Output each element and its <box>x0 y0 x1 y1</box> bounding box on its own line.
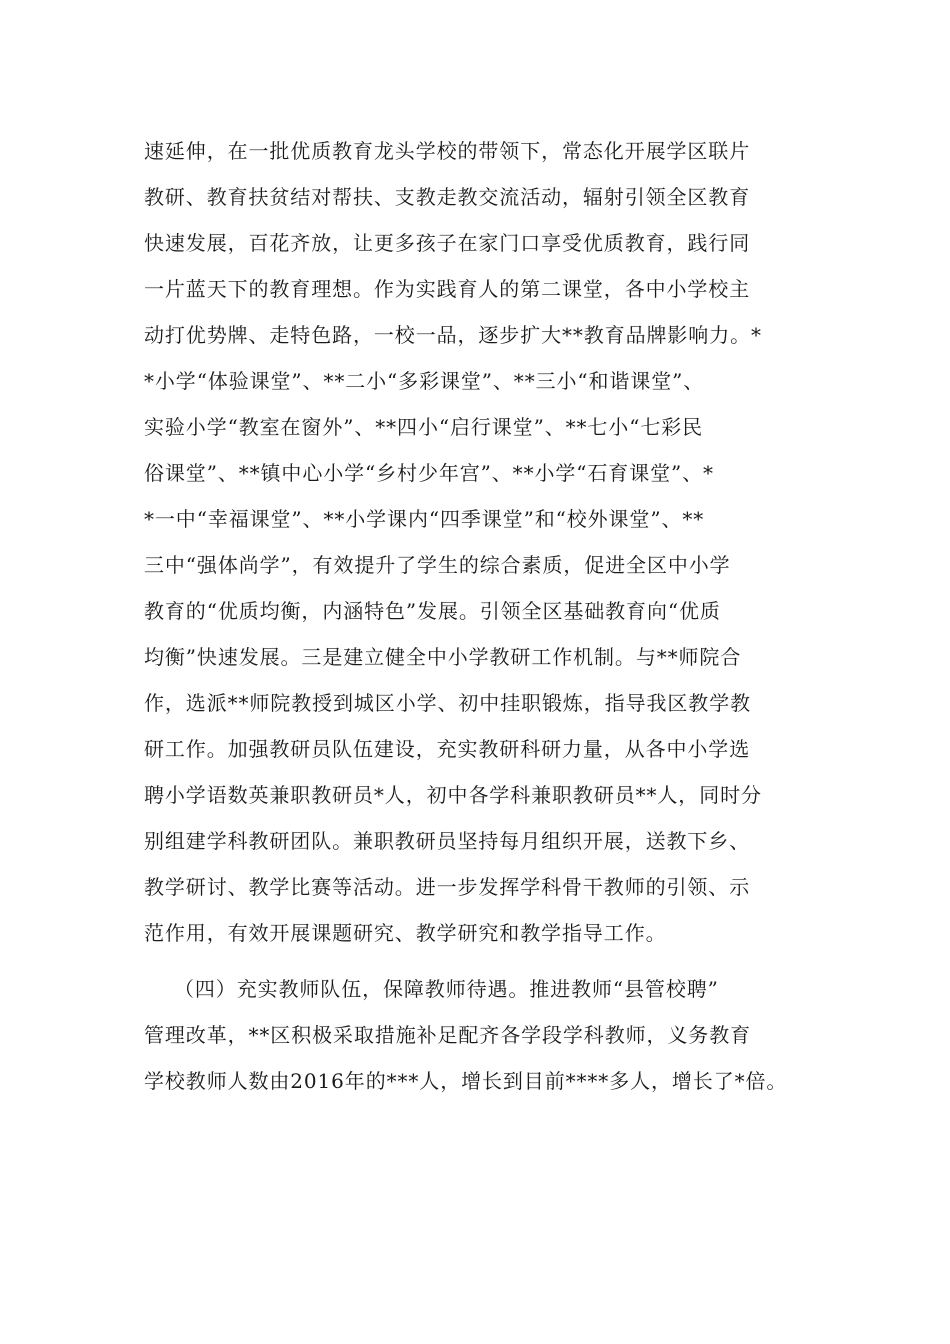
text-line: 聘小学语数英兼职教研员*人，初中各学科兼职教研员**人，同时分 <box>144 783 762 807</box>
text-line: 速延伸，在一批优质教育龙头学校的带领下，常态化开展学区联片 <box>144 139 751 163</box>
text-line: 教研、教育扶贫结对帮扶、支教走教交流活动，辐射引领全区教育 <box>144 185 751 209</box>
text-line: 三中“强体尚学”，有效提升了学生的综合素质，促进全区中小学 <box>144 553 731 577</box>
text-line: 均衡”快速发展。三是建立健全中小学教研工作机制。与**师院合 <box>144 645 742 669</box>
section-heading-line: （四）充实教师队伍，保障教师待遇。推进教师“县管校聘” <box>174 977 719 1001</box>
text-line: 别组建学科教研团队。兼职教研员坚持每月组织开展，送教下乡、 <box>144 829 751 853</box>
text-line: 范作用，有效开展课题研究、教学研究和教学指导工作。 <box>144 921 667 945</box>
text-line: 教学研讨、教学比赛等活动。进一步发挥学科骨干教师的引领、示 <box>144 875 751 899</box>
text-line: 作，选派**师院教授到城区小学、初中挂职锻炼，指导我区教学教 <box>144 691 751 715</box>
text-line: 实验小学“教室在窗外”、**四小“启行课堂”、**七小“七彩民 <box>144 415 704 439</box>
text-line: 研工作。加强教研员队伍建设，充实教研科研力量，从各中小学选 <box>144 737 751 761</box>
text-line: 管理改革，**区积极采取措施补足配齐各学段学科教师，义务教育 <box>144 1023 751 1047</box>
text-line: 快速发展，百花齐放，让更多孩子在家门口享受优质教育，践行同 <box>144 231 751 255</box>
text-line: 学校教师人数由2016年的***人，增长到目前****多人，增长了*倍。 <box>144 1069 788 1093</box>
text-line: *一中“幸福课堂”、**小学课内“四季课堂”和“校外课堂”、** <box>144 507 705 531</box>
body-text <box>144 128 824 1104</box>
text-line: 动打优势牌、走特色路，一校一品，逐步扩大**教育品牌影响力。* <box>144 323 762 347</box>
text-line: 教育的“优质均衡，内涵特色”发展。引领全区基础教育向“优质 <box>144 599 721 623</box>
text-line: *小学“体验课堂”、**二小“多彩课堂”、**三小“和谐课堂”、 <box>144 369 705 393</box>
text-line: 一片蓝天下的教育理想。作为实践育人的第二课堂，各中小学校主 <box>144 277 751 301</box>
text-line: 俗课堂”、**镇中心小学“乡村少年宫”、**小学“石育课堂”、* <box>144 461 714 485</box>
